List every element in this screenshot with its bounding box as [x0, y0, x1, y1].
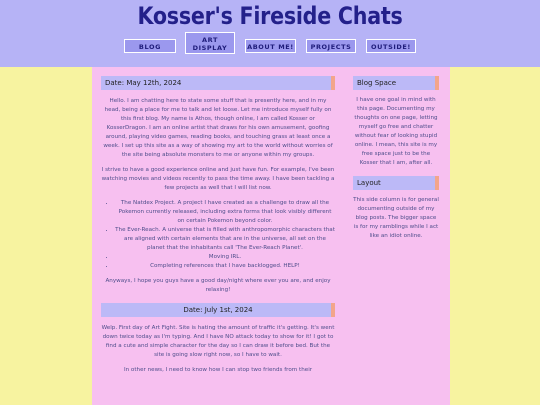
blog-post-1: [101, 76, 335, 295]
post-date: Date: May 12th, 2024: [105, 79, 182, 87]
sidebar-blog-space: [353, 76, 439, 168]
post-body: [101, 324, 335, 375]
sidebar-layout: [353, 176, 439, 241]
post-paragraph: Anyways, I hope you guys have a good day/night where ever you are, and enjoy relaxing!: [105, 278, 331, 293]
post-body: [101, 97, 335, 295]
list-item: • The Natdex Project. A project I have created as a challenge to draw all the Pokemon currently released, including extra forms that look visibly different on certain Pokemon beyond color.: [115, 199, 335, 226]
site-header: [0, 0, 540, 67]
post-paragraph: In other news, I need to know how I can stop two friends from their: [123, 367, 313, 373]
sidebar-title: Layout: [357, 179, 381, 187]
nav-about-me-button[interactable]: ABOUT ME!: [245, 39, 296, 53]
list-item: • The Ever-Reach. A universe that is filled with anthropomorphic characters that are aligned with certain elements that are in the universe, all set on the planet that the inhabitants call 'The Ever-Reach Planet'.: [115, 226, 335, 253]
post-date-bar: [101, 303, 335, 317]
sidebar-column: [353, 76, 439, 249]
nav-art-display-button[interactable]: [185, 32, 235, 54]
sidebar-text: This side column is for general documenting outside of my blog posts. The bigger space is for my ramblings while I act like an idiot online.: [353, 197, 439, 239]
list-item: • Moving IRL.: [115, 253, 335, 262]
site-title: Kosser's Fireside Chats: [137, 2, 403, 30]
project-list: [101, 199, 335, 271]
post-paragraph: Hello. I am chatting here to state some stuff that is presently here, and in my head, being a place for me to talk and let loose. Let me introduce myself fully on this first blog. My name is Athos, though online, I am called Kosser or KosserDragon. I am an online artist that draws for his own amusement, goofing around, playing video games, reading books, and touching grass at least once a week. I set up this site as a way of showing my art to the world without worries of the site being absolute monsters to me or anyone within my groups.: [103, 98, 333, 158]
nav-art-display-label: ART DISPLAY: [192, 36, 228, 52]
list-item: • Completing references that I have backlogged. HELP!: [115, 262, 335, 271]
post-paragraph: Welp. First day of Art Fight. Site is hating the amount of traffic it's getting. It's went down twice today as I'm typing. And I have NO attack today to show for it! I got to find a cute and simple character for the day so I can draw it before bed. But the site is going slow right now, so I have to wait.: [101, 325, 335, 358]
blog-post-2: [101, 303, 335, 375]
nav-projects-button[interactable]: PROJECTS: [306, 39, 356, 53]
sidebar-title: Blog Space: [357, 79, 397, 87]
sidebar-title-bar: [353, 176, 439, 190]
post-paragraph: I strive to have a good experience online and just have fun. For example, I've been watching movies and videos recently to pass the time away. I have been tackling a few projects as well that I will list now.: [101, 167, 335, 191]
nav-outside-button[interactable]: OUTSIDE!: [366, 39, 416, 53]
sidebar-text: I have one goal in mind with this page. Documenting my thoughts on one page, letting myself go free and chatter without fear of looking stupid online. I mean, this site is my free space just to be the Kosser that I am, after all.: [354, 97, 438, 166]
post-date: Date: July 1st, 2024: [183, 306, 253, 314]
sidebar-title-bar: [353, 76, 439, 90]
nav-blog-button[interactable]: BLOG: [124, 39, 176, 53]
post-date-bar: [101, 76, 335, 90]
blog-column: [101, 76, 335, 375]
